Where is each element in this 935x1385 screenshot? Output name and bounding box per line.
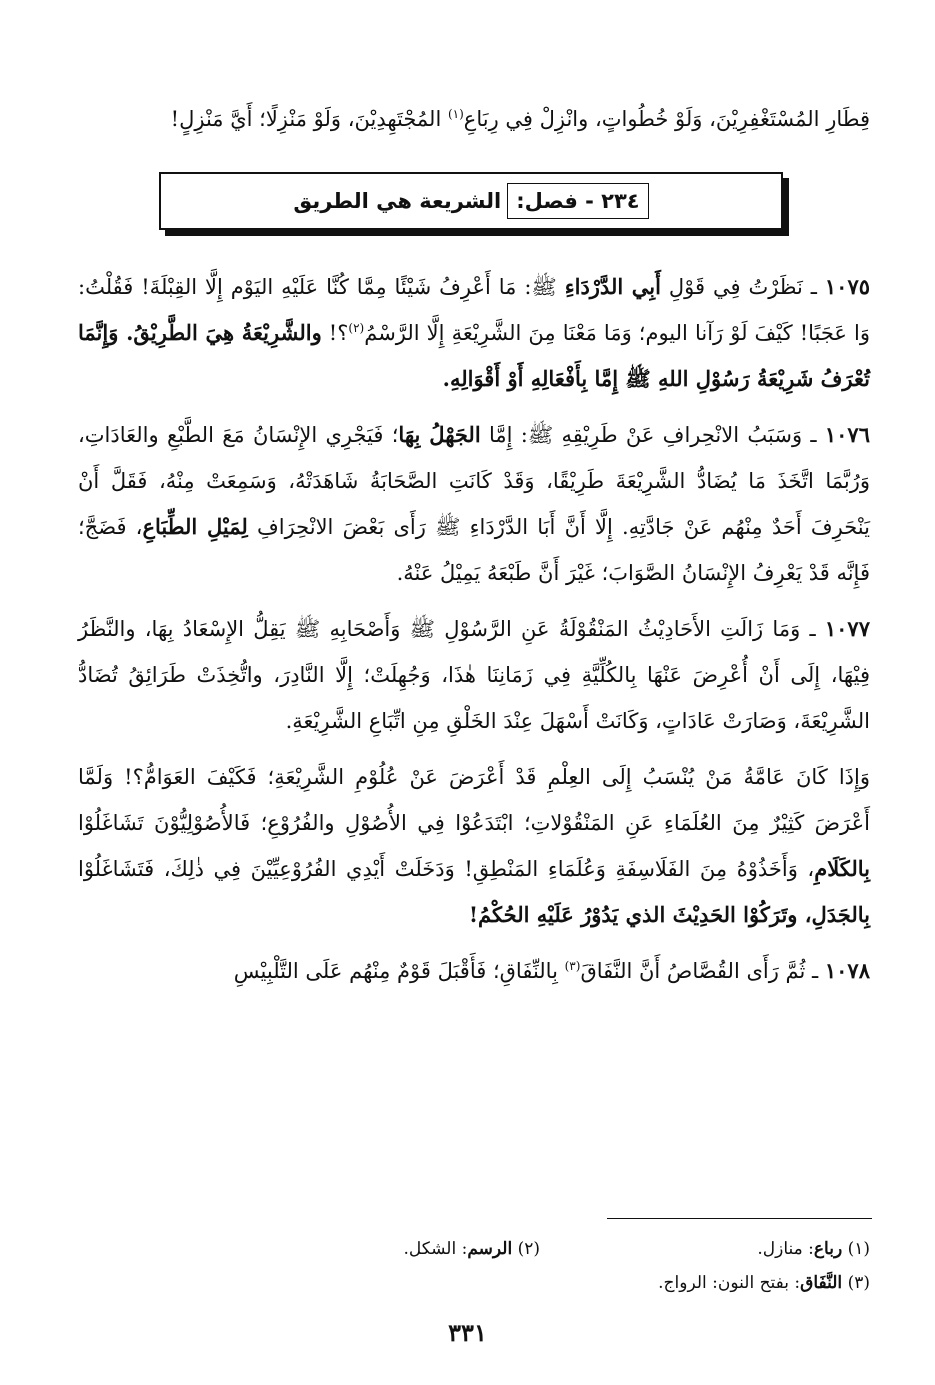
footnote-1 [540,1232,870,1266]
paragraph-1076 [78,412,870,596]
footnote-term: النَّفَاق [800,1273,843,1293]
footnote-term: الرسم [467,1239,513,1259]
footnote-row [78,1266,870,1300]
section-box [159,172,783,230]
intro-paragraph [78,96,870,142]
intro-text-2: المُجْتَهِدِيْنَ، وَلَوْ مَنْزِلًا؛ أَيَّ مَنْزِلٍ! [170,107,448,131]
bold-run: أَبِي الدَّرْدَاءِ [564,274,661,299]
text-run: ، وَأَخَذُوْهُ مِنَ الفَلَاسِفَةِ وَعُلَمَاءِ المَنْطِقِ! وَدَخَلَتْ أَيْدِي الفُرُوْعِيِّيْنَ فِي ذٰلِكَ، فَتَشَاغَلُوْا [78,857,815,881]
footnote-2 [210,1232,540,1266]
paragraph-1078 [78,948,870,994]
footnote-ref-2: (٢) [348,321,365,335]
bold-run: والشَّرِيْعَةُ هِيَ الطَّرِيْقُ. وَإِنَّمَا تُعْرَفُ شَرِيْعَةُ رَسُوْلِ اللهِ ﷺ إِمَّا بِأَفْعَالِهِ أَوْ أَقْوَالِهِ. [78,320,870,391]
text-run: ـ ثُمَّ رَأَى القُصَّاصُ أَنَّ النَّفَاقَ [580,959,825,983]
text-run: بِالنِّفَاقِ؛ فَأَقْبَلَ قَوْمٌ مِنْهُم عَلَى التَّلْبِيْسِ [233,959,565,983]
footnote-divider [607,1218,872,1219]
paragraph-number: ١٠٧٨ [824,958,870,983]
text-run: ﷺ: مَا أَعْرِفُ شَيْئًا مِمَّا كُنَّا عَلَيْهِ اليَوْم إِلَّا القِبْلَةَ! فَقُلْتُ: وَا عَجَبًا! كَيْفَ لَوْ رَآنا اليوم؛ وَمَا مَعْنَا مِنَ الشَّرِيْعَةِ إِلَّا الرَّسْمُ [78,275,871,345]
text-run: ؛ فَيَجْرِي الإِنْسَانُ مَعَ الطَّبْعِ والعَادَاتِ، وَرُبَّمَا اتَّخَذَ مَا يُضَادُّ الشَّرِيْعَةَ طَرِيْقًا، وَقَدْ كَانَتِ الصَّحَابَةُ شَاهَدَتْهُ، وَسَمِعَتْ مِنْهُ، فَقَلَّ أَنْ يَنْحَرِفَ أَحَدٌ مِنْهُم عَنْ جَادَّتِهِ. إِلَّا أَنَّ أَبَا الدَّرْدَاءِ ﷺ رَأَى بَعْضَ الانْحِرَافِ [78,423,870,539]
bold-run: لِمَيْلِ الطِّبَاعِ [142,514,248,539]
bold-run: بِالجَدَلِ، وتَرَكُوْا الحَدِيْثَ الذي يَدُوْرُ عَلَيْهِ الحُكْمُ! [468,902,870,927]
paragraph-number: ١٠٧٥ [824,274,871,299]
footnote-number: (٣) [847,1273,870,1293]
text-run: ـ وَسَبَبُ الانْحِرافِ عَنْ طَرِيْقِهِ ﷺ: إِمَّا [480,423,825,447]
footnotes [78,1232,870,1300]
section-label: ٢٣٤ - فصل: [507,183,648,219]
section-title: الشريعة هي الطريق [293,189,502,213]
footnote-3 [540,1266,870,1300]
footnote-number: (١) [847,1239,870,1259]
bold-run: الجَهْلُ بِهَا [398,422,481,447]
paragraph-number: ١٠٧٦ [824,422,870,447]
text-run: ، فَضَجَّ؛ فَإِنَّه قَدْ يَعْرِفُ الإِنْسَانُ الصَّوَابَ؛ غَيْرَ أَنَّ طَبْعَهُ يَمِيْلُ عَنْهُ. [78,515,870,585]
text-run: ـ نَظَرْتُ فِي قَوْلِ [660,275,825,299]
paragraph-1077 [78,606,870,744]
footnote-text: : بفتح النون: الرواج. [658,1273,801,1293]
footnote-ref-3: (٣) [564,959,581,973]
paragraph-continuation [78,754,870,938]
footnote-row [78,1232,870,1266]
footnote-term: رباع [813,1239,843,1259]
text-run: ـ وَمَا زَالَتِ الأَحَادِيْثُ المَنْقُوْلَةُ عَنِ الرَّسُوْلِ ﷺ وَأَصْحَابِهِ ﷺ يَقِلُّ الإِسْعَادُ بِهَا، والنَّظَرُ فِيْهَا، إِلَى أَنْ أُعْرِضَ عَنْهَا بِالكُلِّيَّةِ فِي زَمَانِنَا هٰذَا، وَجُهِلَتْ؛ إِلَّا النَّادِرَ، واتُّخِذَتْ طَرَائِقُ تُضَادُّ الشَّرِيْعَةَ، وَصَارَتْ عَادَاتٍ، وَكَانَتْ أَسْهَلَ عِنْدَ الخَلْقِ مِنِ اتِّبَاعِ الشَّرِيْعَةِ. [78,617,870,733]
page-number: ٣٣١ [448,1318,487,1347]
page-body [78,96,870,1004]
paragraph-1075 [78,264,870,402]
intro-text: قِطَارِ المُسْتَغْفِرِيْنَ، وَلَوْ خُطُواتٍ، وانْزِلْ فِي رِبَاعِ [463,107,870,131]
bold-run: بِالكَلَامِ [814,856,870,881]
section-header [159,172,789,236]
footnote-text: : الشكل. [403,1239,468,1259]
text-run: ؟! [321,321,349,345]
footnote-ref-1: (١) [447,107,464,121]
paragraph-number: ١٠٧٧ [824,616,870,641]
footnote-number: (٢) [517,1239,540,1259]
footnote-text: : منازل. [757,1239,814,1259]
text-run: وَإِذَا كَانَ عَامَّةُ مَنْ يُنْسَبُ إِلَى العِلْمِ قَدْ أَعْرَضَ عَنْ عُلُوْمِ الشَّرِيْعَةِ؛ فَكَيْفَ العَوَامُّ؟! وَلَمَّا أَعْرَضَ كَثِيْرٌ مِنَ العُلَمَاءِ عَنِ المَنْقُوْلاتِ؛ ابْتَدَعُوْا فِي الأُصُوْلِ والفُرُوْعِ؛ فَالأُصُوْلِيُّوْنَ تَشَاغَلُوْا [78,765,870,835]
